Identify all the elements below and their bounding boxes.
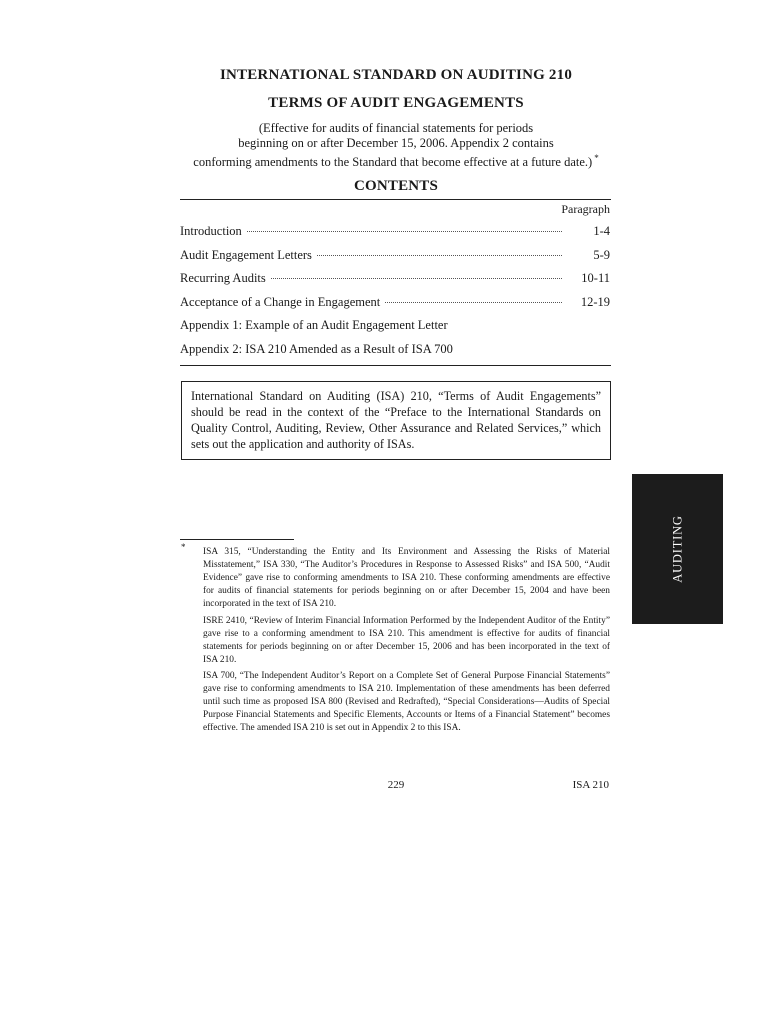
toc-entry-appendix-2[interactable] (180, 342, 610, 358)
leader-dots (247, 231, 562, 232)
toc-entry-paragraph: 5-9 (593, 248, 610, 262)
contents-heading: CONTENTS (353, 178, 439, 194)
toc-entry-paragraph: 12-19 (580, 295, 610, 309)
toc-entry-label: Acceptance of a Change in Engagement (180, 295, 381, 309)
contents-top-rule (180, 199, 611, 200)
effective-note-line: beginning on or after December 15, 2006. Appendix 2 contains (238, 136, 554, 150)
preface-notice-box: International Standard on Auditing (ISA) 210, “Terms of Audit Engagements” should be read in the context of the “Preface to the International Standards on Quality Control, Auditing, Review, Other Assurance and Related Services,” which sets out the application and authority of ISAs. (181, 381, 611, 460)
toc-entry-label: Audit Engagement Letters (180, 248, 312, 262)
footnote-paragraph: ISA 700, “The Independent Auditor’s Report on a Complete Set of General Purpose Financial Statements” gave rise to conforming amendments to ISA 210. Implementation of these amendments has been deferred until such time as proposed ISA 800 (Revised and Redrafted), “Special Considerations—Audits of Special Purpose Financial Statements and Specific Elements, Accounts or Items of a Financial Statement” becomes effective. The amended ISA 210 is set out in Appendix 2 to this ISA. (203, 671, 610, 733)
footnote-reference: * (594, 153, 599, 163)
toc-entry-recurring-audits[interactable] (180, 271, 610, 287)
toc-entry-appendix-1[interactable] (180, 318, 610, 334)
footnote-paragraph: ISA 315, “Understanding the Entity and Its Environment and Assessing the Risks of Material Misstatement,” ISA 330, “The Auditor’s Procedures in Response to Assessed Risks” and ISA 500, “Audit Evidence” gave rise to conforming amendments to ISA 210. These conforming amendments are effective for audits of financial statements for periods beginning on or after December 15, 2004 and have been incorporated in the text of ISA 210. (203, 547, 610, 609)
toc-entry-introduction[interactable] (180, 224, 610, 240)
toc-entry-paragraph: 1-4 (593, 224, 610, 238)
paragraph-column-header: Paragraph (561, 202, 610, 216)
toc-entry-audit-engagement-letters[interactable] (180, 248, 610, 264)
toc-entry-paragraph: 10-11 (581, 271, 610, 285)
leader-dots (271, 278, 562, 279)
leader-dots (317, 255, 562, 256)
effective-note-text: conforming amendments to the Standard that become effective at a future date.) (193, 155, 593, 170)
standard-reference: ISA 210 (572, 779, 609, 791)
effective-note-line: (Effective for audits of financial statements for periods (258, 121, 534, 135)
toc-entry-label: Appendix 1: Example of an Audit Engagement Letter (180, 318, 448, 332)
toc-entry-label: Introduction (180, 224, 242, 238)
footnote-paragraph: ISRE 2410, “Review of Interim Financial Information Performed by the Independent Auditor of the Entity” gave rise to a conforming amendment to ISA 210. This amendment is effective for audits of financial statements for periods beginning on or after December 15, 2006 and has been incorporated in the text of ISA 210. (203, 616, 610, 665)
effective-note-line (0, 151, 768, 171)
section-side-tab-label: AUDITING (670, 515, 684, 583)
toc-entry-label: Recurring Audits (180, 271, 266, 285)
footnote-rule (180, 539, 294, 540)
page-number: 229 (387, 779, 405, 791)
leader-dots (385, 302, 562, 303)
contents-bottom-rule (180, 365, 611, 366)
page-title: INTERNATIONAL STANDARD ON AUDITING 210 (219, 67, 573, 83)
page-subtitle: TERMS OF AUDIT ENGAGEMENTS (268, 95, 524, 111)
footnote-marker: * (181, 542, 186, 552)
toc-entry-change-in-engagement[interactable] (180, 295, 610, 311)
toc-entry-label: Appendix 2: ISA 210 Amended as a Result of ISA 700 (180, 342, 453, 356)
section-side-tab (632, 474, 723, 624)
